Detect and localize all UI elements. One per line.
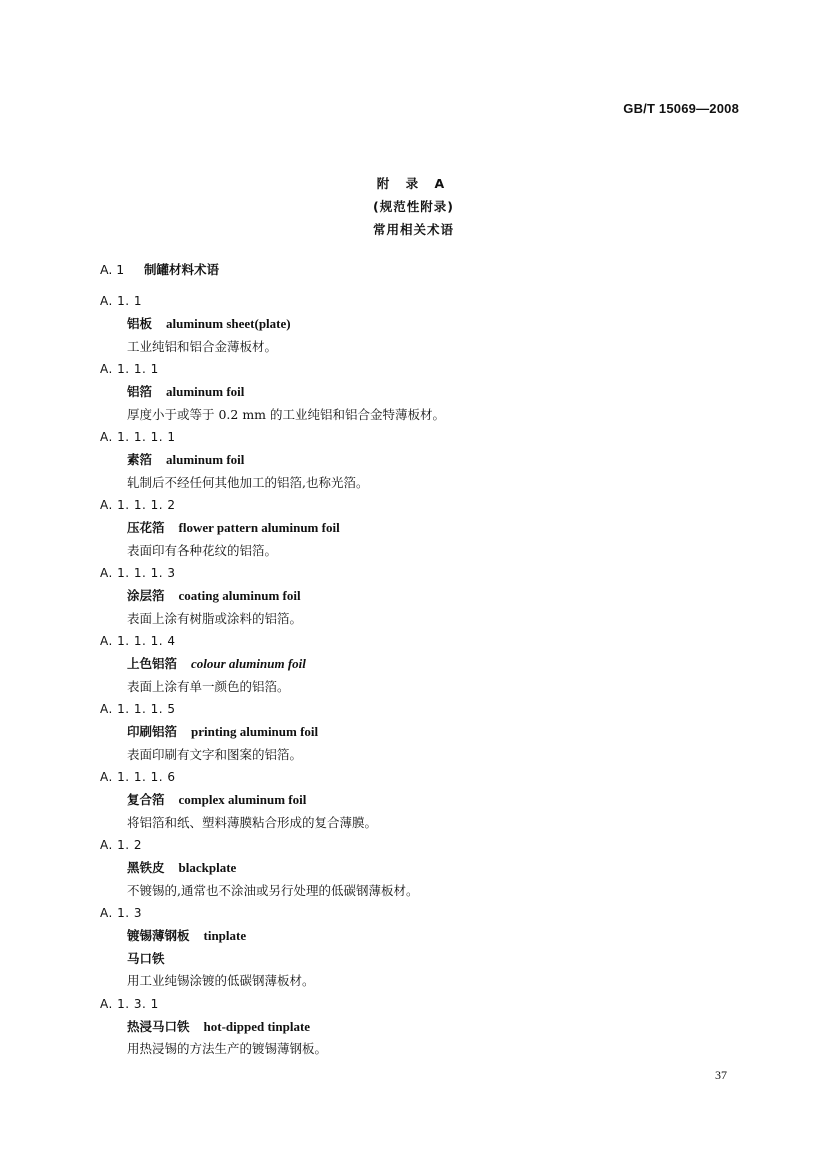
term-entry	[100, 426, 747, 494]
term-english: colour aluminum foil	[191, 656, 306, 671]
term-number: A. 1. 1	[100, 294, 143, 308]
term-entry	[100, 290, 747, 358]
term-heading	[127, 653, 747, 676]
term-chinese: 素箔	[127, 452, 153, 467]
term-english: flower pattern aluminum foil	[178, 520, 340, 535]
term-entry	[100, 698, 747, 766]
term-english: coating aluminum foil	[178, 588, 301, 603]
term-chinese: 复合箔	[127, 792, 165, 807]
term-definition: 用工业纯锡涂镀的低碳钢薄板材。	[127, 973, 315, 988]
term-number: A. 1. 1. 1. 3	[100, 566, 176, 580]
term-english: hot-dipped tinplate	[203, 1018, 311, 1034]
term-number: A. 1. 1. 1. 2	[100, 498, 176, 512]
term-entry	[100, 993, 747, 1061]
term-number: A. 1. 3. 1	[100, 996, 159, 1011]
term-heading	[127, 925, 747, 948]
term-definition: 表面印刷有文字和图案的铝箔。	[127, 746, 303, 762]
term-chinese: 黑铁皮	[127, 860, 165, 875]
term-english: printing aluminum foil	[191, 724, 319, 739]
term-chinese: 上色铝箔	[127, 656, 178, 671]
term-definition: 表面印有各种花纹的铝箔。	[127, 542, 278, 558]
term-number: A. 1. 1. 1. 4	[100, 634, 176, 648]
appendix-type: (规范性附录)	[373, 199, 454, 214]
term-heading	[127, 517, 747, 540]
term-heading	[127, 585, 747, 608]
term-definition: 表面上涂有单一颜色的铝箔。	[127, 678, 290, 694]
term-entry	[100, 358, 747, 426]
term-english: aluminum foil	[166, 384, 245, 399]
term-number: A. 1. 1. 1. 6	[100, 770, 176, 784]
term-entry	[100, 494, 747, 562]
term-number: A. 1. 1. 1. 1	[100, 430, 176, 444]
section-heading	[100, 260, 219, 278]
term-definition: 厚度小于或等于 0.2 mm 的工业纯铝和铝合金特薄板材。	[127, 406, 446, 422]
term-heading	[127, 789, 747, 812]
term-definition: 工业纯铝和铝合金薄板材。	[127, 338, 278, 354]
term-english: aluminum sheet(plate)	[166, 316, 291, 331]
term-english: complex aluminum foil	[178, 792, 307, 807]
term-entry	[100, 766, 747, 834]
section-title: 制罐材料术语	[143, 262, 219, 277]
appendix-title: 附 录 A	[376, 176, 451, 191]
term-chinese: 铝板	[127, 316, 153, 331]
term-chinese: 镀锡薄钢板	[127, 928, 190, 943]
term-entry	[100, 902, 747, 993]
term-heading	[127, 313, 747, 336]
term-heading	[127, 857, 747, 880]
term-number: A. 1. 3	[100, 906, 143, 920]
term-chinese: 涂层箔	[127, 588, 165, 603]
term-heading	[127, 449, 747, 472]
term-heading	[127, 1016, 747, 1039]
term-definition: 用热浸锡的方法生产的镀锡薄钢板。	[127, 1041, 328, 1056]
term-list	[100, 290, 747, 1061]
term-entry	[100, 630, 747, 698]
term-definition: 将铝箔和纸、塑料薄膜粘合形成的复合薄膜。	[127, 814, 378, 830]
term-entry	[100, 834, 747, 902]
term-chinese: 压花箔	[127, 520, 165, 535]
term-english: aluminum foil	[166, 452, 245, 467]
appendix-name: 常用相关术语	[372, 222, 454, 237]
term-english: blackplate	[178, 860, 237, 875]
term-synonym: 马口铁	[127, 950, 165, 966]
term-entry	[100, 562, 747, 630]
section-number: A. 1	[100, 262, 125, 277]
term-english: tinplate	[203, 928, 247, 943]
term-chinese: 铝箔	[127, 384, 153, 399]
term-definition: 不镀锡的,通常也不涂油或另行处理的低碳钢薄板材。	[127, 882, 419, 898]
standard-number: GB/T 15069—2008	[623, 101, 739, 116]
term-heading	[127, 381, 747, 404]
term-number: A. 1. 2	[100, 838, 143, 852]
term-definition: 表面上涂有树脂或涂料的铝箔。	[127, 610, 303, 626]
term-chinese: 印刷铝箔	[127, 724, 178, 739]
term-number: A. 1. 1. 1. 5	[100, 702, 176, 716]
term-definition: 轧制后不经任何其他加工的铝箔,也称光箔。	[127, 474, 369, 490]
term-number: A. 1. 1. 1	[100, 362, 159, 376]
page-number: 37	[715, 1068, 727, 1082]
appendix-heading	[0, 172, 827, 241]
term-heading	[127, 721, 747, 744]
term-chinese: 热浸马口铁	[127, 1018, 190, 1034]
